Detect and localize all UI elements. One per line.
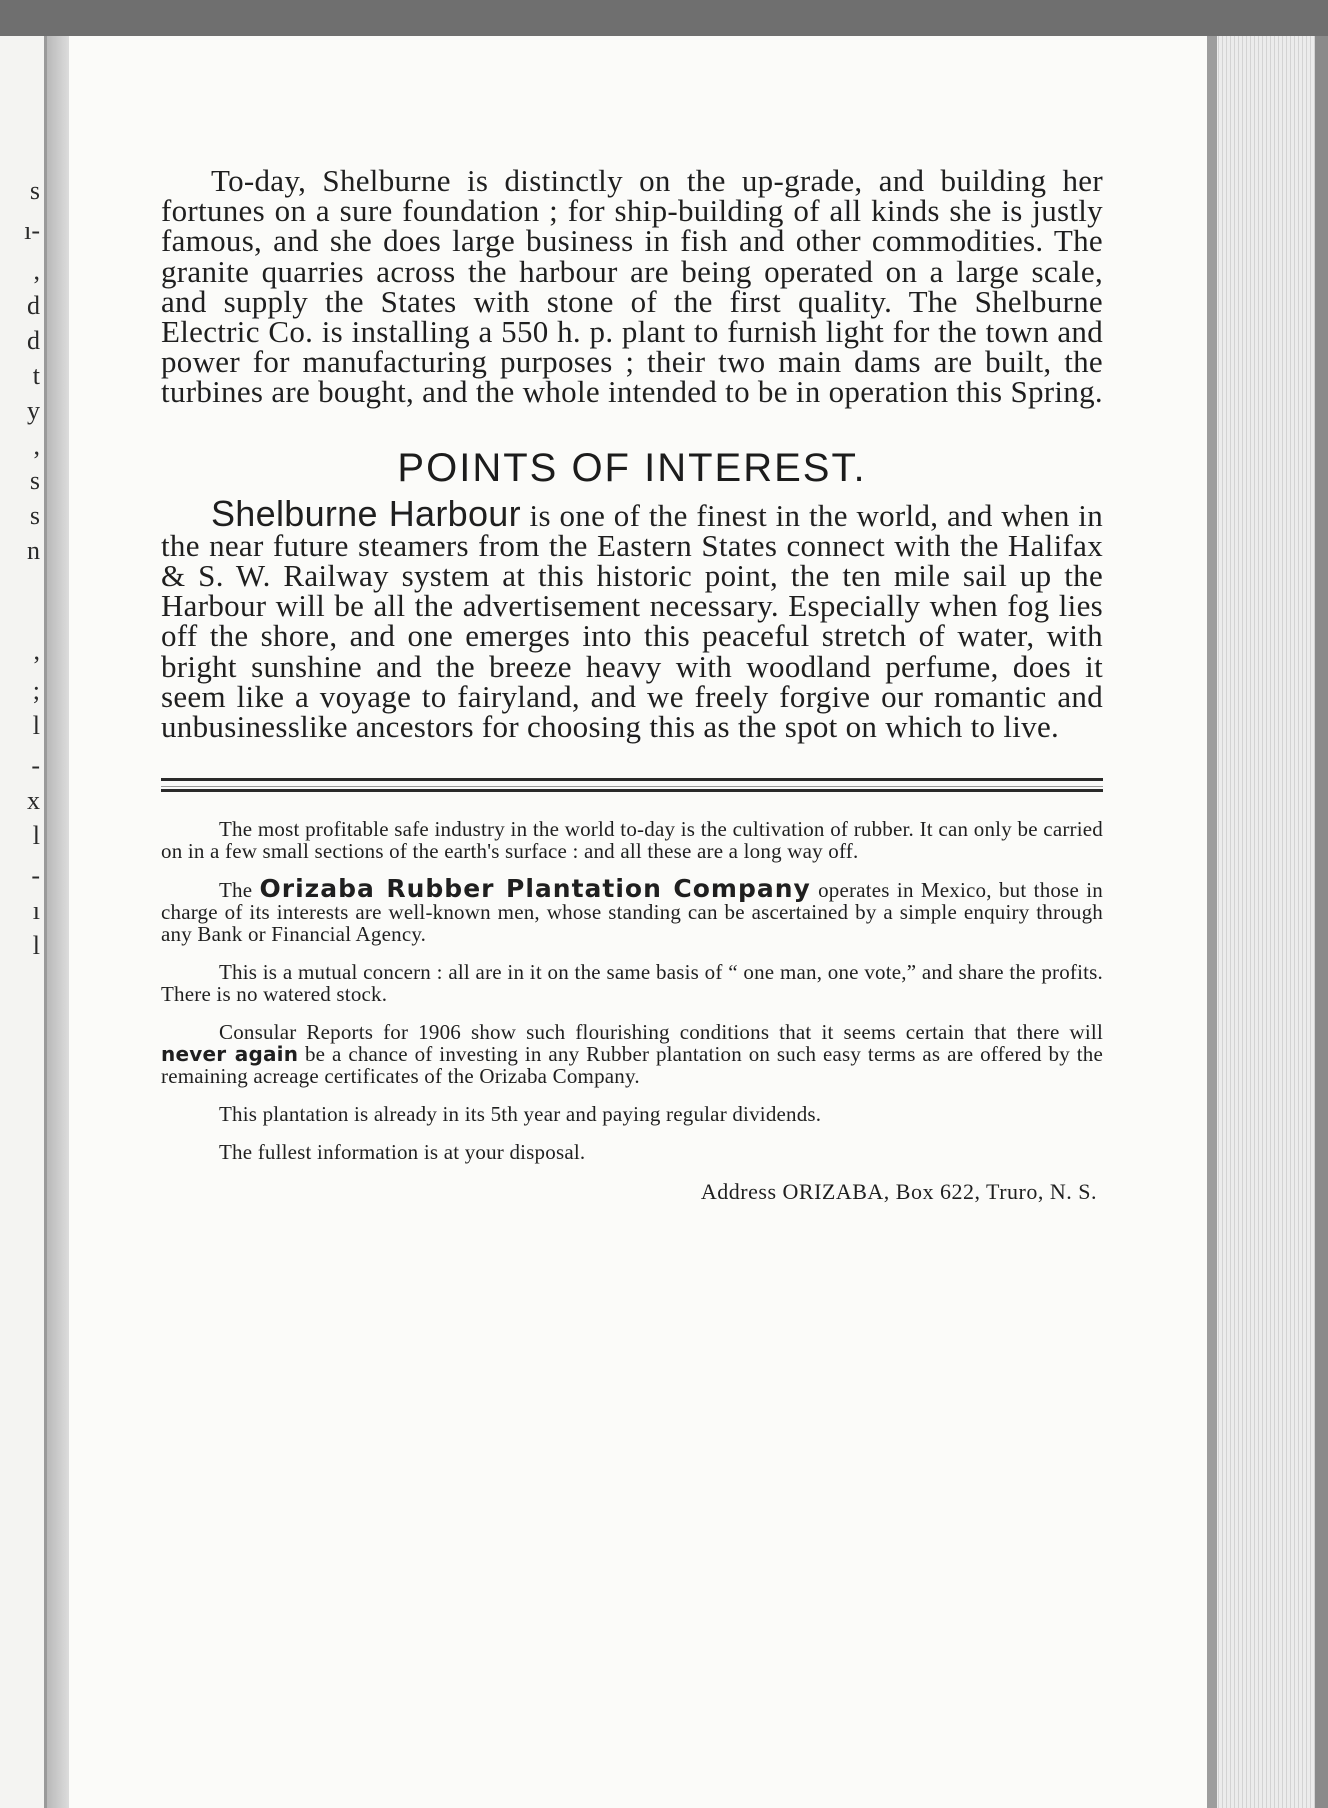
margin-fragment: s bbox=[29, 466, 40, 495]
section-divider bbox=[161, 778, 1103, 792]
emphasis-never-again: never again bbox=[161, 1042, 299, 1067]
harbour-lead-words: Shelburne Harbour bbox=[211, 492, 521, 534]
ad-paragraph-4 bbox=[161, 1021, 1103, 1087]
ad-text: operates in Mexico, but those in charge of its interests are well-known men, whose standing can be ascertained by a simple enquiry through any Bank or Financial Agency. bbox=[161, 878, 1103, 947]
margin-fragment: x bbox=[27, 786, 40, 815]
page-content bbox=[161, 163, 1103, 1205]
ad-paragraph-3: This is a mutual concern : all are in it on the same basis of “ one man, one vote,” and share the profits. There is no watered stock. bbox=[161, 960, 1103, 1007]
ad-text: be a chance of investing in any Rubber plantation on such easy terms as are offered by the remaining acreage certificates of the Orizaba Company. bbox=[161, 1042, 1103, 1089]
margin-fragment: ; bbox=[32, 676, 40, 705]
margin-fragment: l bbox=[32, 821, 40, 850]
rubber-advertisement bbox=[161, 818, 1103, 1205]
margin-fragment: d bbox=[27, 326, 40, 355]
book-gutter bbox=[47, 36, 69, 1808]
margin-fragment: - bbox=[31, 751, 40, 780]
shelburne-paragraph: To-day, Shelburne is distinctly on the up-grade, and building her fortunes on a sure foundation ; for ship-building of all kinds she is justly famous, and she does large business in fish and other commodities. The granite quarries across the harbour are being operated on a large scale, and supply the States with stone of the first quality. The Shelburne Electric Co. is installing a 550 h. p. plant to furnish light for the town and power for manufacturing purposes ; their two main dams are built, the turbines are bought, and the whole intended to be in operation this Spring. bbox=[161, 163, 1103, 410]
ad-paragraph-2 bbox=[161, 874, 1103, 947]
margin-fragment: , bbox=[33, 636, 40, 665]
harbour-text: is one of the finest in the world, and when in the near future steamers from the Eastern States connect with the Halifax & S. W. Railway system at this historic point, the ten mile sail up the Harbour will be all the advertisement necessary. Especially when fog lies off the shore, and one emerges into this peaceful stretch of water, with bright sunshine and the breeze heavy with woodland perfume, does it seem like a voyage to fairyland, and we freely forgive our romantic and unbusinesslike ancestors for choosing this as the spot on which to live. bbox=[161, 497, 1103, 745]
margin-fragment: , bbox=[33, 431, 40, 460]
facing-page-edge bbox=[0, 36, 47, 1808]
margin-fragment: d bbox=[27, 291, 40, 320]
ad-address: Address ORIZABA, Box 622, Truro, N. S. bbox=[700, 1179, 1097, 1205]
ad-paragraph-5: This plantation is already in its 5th year and paying regular dividends. bbox=[219, 1102, 822, 1127]
harbour-paragraph bbox=[161, 492, 1103, 745]
ad-text: The bbox=[219, 878, 260, 903]
book-page bbox=[69, 36, 1207, 1808]
margin-fragment: t bbox=[32, 361, 40, 390]
margin-fragment: - bbox=[31, 861, 40, 890]
margin-fragment: s bbox=[29, 176, 40, 205]
company-name: Orizaba Rubber Plantation Company bbox=[259, 874, 811, 904]
page-stack-edges bbox=[1207, 36, 1328, 1808]
margin-fragment: ı- bbox=[24, 216, 40, 245]
ad-paragraph-6: The fullest information is at your disposal. bbox=[219, 1140, 586, 1165]
ad-text: Consular Reports for 1906 show such flourishing conditions that it seems certain that there will bbox=[219, 1020, 1103, 1045]
section-heading: POINTS OF INTEREST. bbox=[397, 445, 867, 490]
ad-paragraph-1: The most profitable safe industry in the world to-day is the cultivation of rubber. It can only be carried on in a few small sections of the earth's surface : and all these are a long way off. bbox=[161, 817, 1103, 864]
margin-fragment: , bbox=[33, 256, 40, 285]
scan-top-border bbox=[0, 0, 1328, 36]
margin-fragment: n bbox=[27, 536, 40, 565]
margin-fragment: ı bbox=[32, 896, 40, 925]
margin-fragment: l bbox=[32, 711, 40, 740]
margin-fragment: l bbox=[32, 931, 40, 960]
margin-fragment: y bbox=[27, 396, 40, 425]
margin-fragment: s bbox=[29, 501, 40, 530]
